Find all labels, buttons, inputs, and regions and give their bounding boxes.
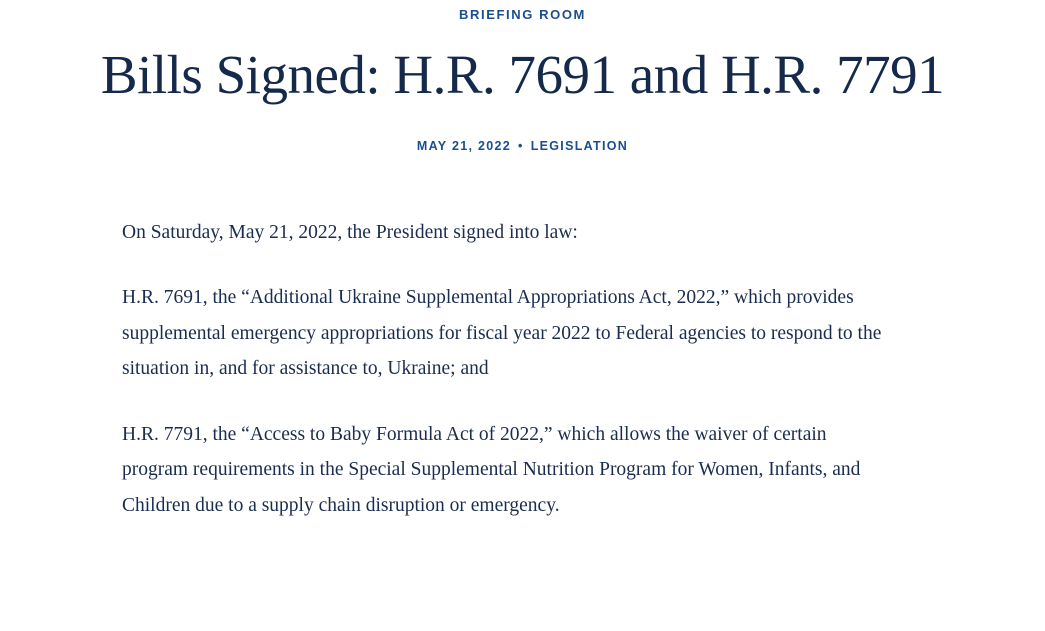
article-paragraph-1: On Saturday, May 21, 2022, the President signed into law:	[122, 221, 578, 243]
publish-date: MAY 21, 2022	[416, 138, 512, 153]
briefing-room-eyebrow[interactable]: BRIEFING ROOM	[459, 7, 586, 22]
meta-separator: •	[518, 138, 524, 153]
article-paragraph-2: H.R. 7691, the “Additional Ukraine Supplemental Appropriations Act, 2022,” which provides supplemental emergency appropriations for fiscal year 2022 to Federal agencies to respond to the situation in, and for assistance to, Ukraine; and	[122, 287, 882, 380]
article-page	[0, 7, 1045, 631]
category-link[interactable]: LEGISLATION	[530, 138, 629, 153]
article-paragraph-3: H.R. 7791, the “Access to Baby Formula Act of 2022,” which allows the waiver of certain program requirements in the Special Supplemental Nutrition Program for Women, Infants, and Children due to a supply chain disruption or emergency.	[122, 423, 861, 516]
page-title: Bills Signed: H.R. 7691 and H.R. 7791	[100, 44, 945, 105]
article-body	[0, 215, 1045, 524]
article-meta	[0, 139, 1045, 153]
